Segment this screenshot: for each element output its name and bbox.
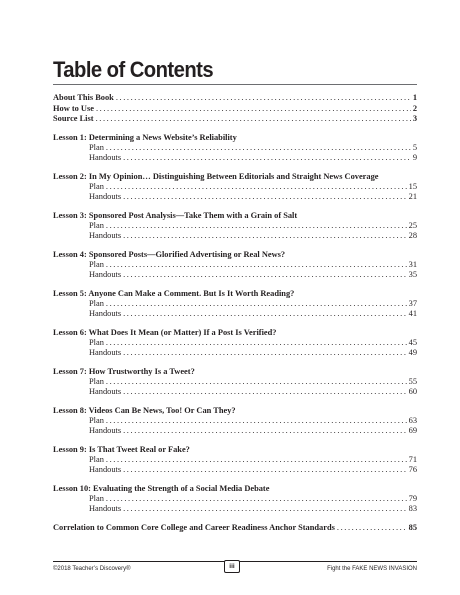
toc-entry-page: 15 <box>408 181 417 191</box>
toc-entry-plan[interactable] <box>53 182 417 193</box>
toc-entry-label: Handouts <box>89 465 122 474</box>
page-title: Table of Contents <box>53 57 214 82</box>
toc-entry-plan[interactable] <box>53 455 417 466</box>
dot-leader <box>123 387 407 398</box>
toc-entry-page: 3 <box>412 114 417 123</box>
dot-leader <box>123 192 407 203</box>
toc-entry-plan[interactable] <box>53 260 417 271</box>
toc-entry-page: 9 <box>412 153 417 162</box>
dot-leader <box>96 114 411 125</box>
toc-entry-about[interactable] <box>53 93 417 104</box>
toc-entry-page: 63 <box>408 415 417 425</box>
title-divider <box>53 84 417 85</box>
toc-entry-plan[interactable] <box>53 494 417 505</box>
dot-leader <box>106 182 407 193</box>
dot-leader <box>123 309 407 320</box>
lesson-title[interactable]: Lesson 9: Is That Tweet Real or Fake? <box>53 444 190 454</box>
toc-entry-page: 21 <box>408 192 417 201</box>
toc-entry-label: Plan <box>89 142 104 152</box>
dot-leader <box>106 377 407 388</box>
toc-entry-page: 35 <box>408 270 417 279</box>
toc-entry-label: Plan <box>89 493 104 503</box>
toc-entry-source-list[interactable] <box>53 114 417 125</box>
toc-entry-page: 76 <box>408 465 417 474</box>
toc-entry-label: Handouts <box>89 348 122 357</box>
toc-entry-label: Plan <box>89 337 104 347</box>
toc-entry-page: 83 <box>408 504 417 513</box>
dot-leader <box>123 270 407 281</box>
toc-entry-handouts[interactable] <box>53 231 417 242</box>
toc-entry-page: 31 <box>408 259 417 269</box>
toc-entry-handouts[interactable] <box>53 387 417 398</box>
lesson-block <box>53 249 417 281</box>
toc-entry-page: 41 <box>408 309 417 318</box>
toc-entry-page: 1 <box>412 93 417 102</box>
lesson-title[interactable]: Lesson 5: Anyone Can Make a Comment. But Is It Worth Reading? <box>53 288 295 298</box>
toc-entry-label: Handouts <box>89 231 122 240</box>
toc-entry-page: 85 <box>408 522 417 532</box>
dot-leader <box>106 260 407 271</box>
toc-entry-label: About This Book <box>53 93 114 102</box>
toc-entry-label: Handouts <box>89 270 122 279</box>
footer-book-title: Fight the FAKE NEWS INVASION <box>327 566 417 572</box>
lesson-title[interactable]: Lesson 2: In My Opinion… Distinguishing Between Editorials and Straight News Coverage <box>53 171 379 181</box>
toc-entry-page: 79 <box>408 493 417 503</box>
lesson-title[interactable]: Lesson 8: Videos Can Be News, Too! Or Can They? <box>53 405 236 415</box>
lesson-title[interactable]: Lesson 1: Determining a News Website’s Reliability <box>53 132 237 142</box>
toc-entry-page: 55 <box>408 376 417 386</box>
lesson-title[interactable]: Lesson 3: Sponsored Post Analysis—Take Them with a Grain of Salt <box>53 210 298 220</box>
toc-entry-page: 45 <box>408 337 417 347</box>
toc-entry-label: Plan <box>89 454 104 464</box>
dot-leader <box>106 416 407 427</box>
toc-entry-label: Handouts <box>89 387 122 396</box>
lesson-block <box>53 210 417 242</box>
toc-entry-handouts[interactable] <box>53 504 417 515</box>
dot-leader <box>123 231 407 242</box>
lesson-block <box>53 405 417 437</box>
footer-copyright: ©2018 Teacher’s Discovery® <box>53 566 131 572</box>
lesson-block <box>53 366 417 398</box>
toc-entry-label: Handouts <box>89 504 122 513</box>
dot-leader <box>106 494 407 505</box>
toc-entry-label: Plan <box>89 415 104 425</box>
toc-entry-handouts[interactable] <box>53 426 417 437</box>
dot-leader <box>123 426 407 437</box>
dot-leader <box>106 221 407 232</box>
toc-entry-page: 2 <box>412 103 417 113</box>
toc-entry-page: 25 <box>408 220 417 230</box>
toc-entry-handouts[interactable] <box>53 348 417 359</box>
toc-entry-label: Handouts <box>89 153 122 162</box>
toc-entry-page: 5 <box>412 142 417 152</box>
dot-leader <box>96 104 411 115</box>
toc-entry-label: Source List <box>53 114 94 123</box>
lesson-block <box>53 444 417 476</box>
toc-entry-plan[interactable] <box>53 338 417 349</box>
table-of-contents <box>53 93 417 533</box>
lesson-title[interactable]: Lesson 7: How Trustworthy Is a Tweet? <box>53 366 195 376</box>
toc-entry-label: Plan <box>89 376 104 386</box>
toc-entry-label: Plan <box>89 259 104 269</box>
dot-leader <box>123 465 407 476</box>
lesson-block <box>53 171 417 203</box>
toc-entry-handouts[interactable] <box>53 270 417 281</box>
lesson-block <box>53 327 417 359</box>
dot-leader <box>106 338 407 349</box>
lesson-block <box>53 288 417 320</box>
toc-entry-correlation[interactable] <box>53 523 417 534</box>
dot-leader <box>337 523 407 534</box>
toc-entry-label: Handouts <box>89 192 122 201</box>
toc-entry-page: 69 <box>408 426 417 435</box>
toc-entry-page: 60 <box>408 387 417 396</box>
lesson-block <box>53 483 417 515</box>
toc-entry-page: 49 <box>408 348 417 357</box>
toc-entry-label: Plan <box>89 298 104 308</box>
toc-entry-handouts[interactable] <box>53 153 417 164</box>
toc-entry-page: 37 <box>408 298 417 308</box>
lesson-title[interactable]: Lesson 10: Evaluating the Strength of a Social Media Debate <box>53 483 270 493</box>
toc-entry-plan[interactable] <box>53 377 417 388</box>
toc-entry-label: Handouts <box>89 309 122 318</box>
dot-leader <box>116 93 411 104</box>
toc-entry-handouts[interactable] <box>53 192 417 203</box>
toc-entry-plan[interactable] <box>53 416 417 427</box>
toc-entry-handouts[interactable] <box>53 465 417 476</box>
toc-entry-label: Plan <box>89 181 104 191</box>
lesson-title[interactable]: Lesson 6: What Does It Mean (or Matter) If a Post Is Verified? <box>53 327 277 337</box>
toc-entry-label: Correlation to Common Core College and Career Readiness Anchor Standards <box>53 522 335 532</box>
dot-leader <box>106 455 407 466</box>
toc-entry-page: 71 <box>408 454 417 464</box>
toc-entry-plan[interactable] <box>53 299 417 310</box>
lessons-list <box>53 132 417 515</box>
toc-entry-label: Handouts <box>89 426 122 435</box>
lesson-block <box>53 132 417 164</box>
toc-entry-plan[interactable] <box>53 221 417 232</box>
dot-leader <box>123 504 407 515</box>
toc-entry-label: How to Use <box>53 103 94 113</box>
page-number-badge: iii <box>224 560 240 573</box>
toc-entry-page: 28 <box>408 231 417 240</box>
toc-entry-handouts[interactable] <box>53 309 417 320</box>
toc-entry-plan[interactable] <box>53 143 417 154</box>
dot-leader <box>106 143 411 154</box>
dot-leader <box>123 348 407 359</box>
lesson-title[interactable]: Lesson 4: Sponsored Posts—Glorified Advertising or Real News? <box>53 249 286 259</box>
toc-entry-label: Plan <box>89 220 104 230</box>
dot-leader <box>123 153 411 164</box>
dot-leader <box>106 299 407 310</box>
toc-entry-how-to-use[interactable] <box>53 104 417 115</box>
